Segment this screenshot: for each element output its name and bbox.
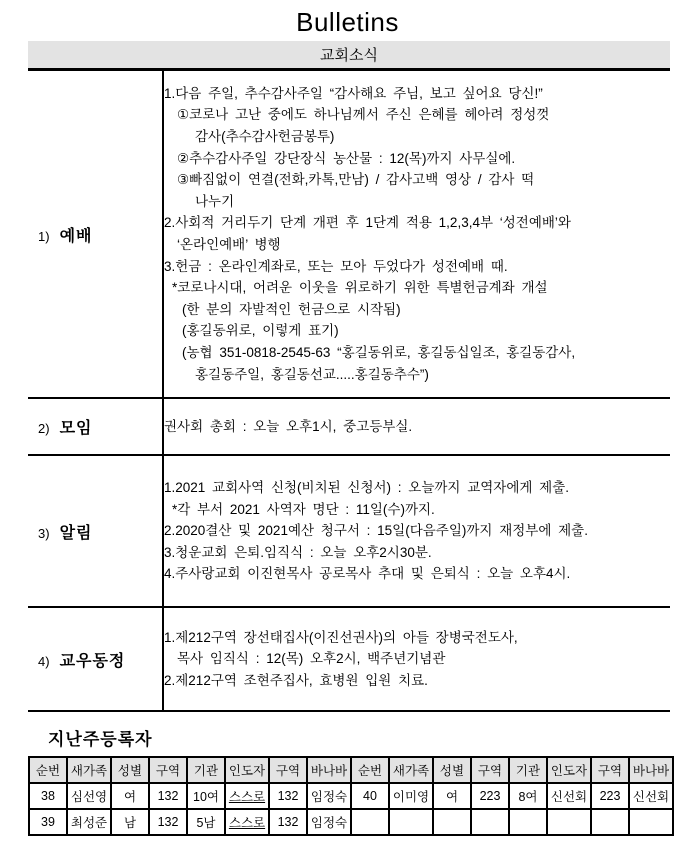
registrants-cell [509, 809, 547, 835]
content-line: ‘온라인예배’ 병행 [177, 237, 281, 252]
page-title: Bulletins [296, 7, 399, 37]
registrants-header-cell: 새가족 [389, 757, 433, 783]
content-line: 나누기 [195, 193, 235, 209]
section-row-교우동정 [28, 607, 670, 711]
registrants-header-cell: 성별 [111, 757, 149, 783]
underlined-value: 스스로 [228, 816, 266, 830]
registrants-cell: 여 [433, 783, 471, 809]
section-number: 4) [38, 653, 50, 669]
content-line: 홍길동주일, 홍길동선교.....홍길동추수”) [195, 366, 429, 382]
registrants-header-cell: 바나바 [307, 757, 351, 783]
content-line: 감사(추수감사헌금봉투) [195, 129, 335, 145]
registrants-header-cell: 인도자 [547, 757, 591, 783]
content-line: 2.2020결산 및 2021예산 청구서 : 15일(다음주일)까지 재정부에 제출. [164, 523, 588, 539]
registrants-cell: 132 [149, 809, 187, 835]
section-number: 1) [38, 228, 50, 244]
registrants-cell: 223 [591, 783, 629, 809]
registrants-cell [433, 809, 471, 835]
registrants-row [29, 783, 673, 809]
registrants-header-cell: 순번 [29, 757, 67, 783]
registrants-header-cell: 새가족 [67, 757, 111, 783]
content-line: 3.청운교회 은퇴.임직식 : 오늘 오후2시30분. [164, 544, 432, 560]
registrants-cell: 최성준 [67, 809, 111, 835]
section-label-cell [28, 398, 163, 455]
section-label [28, 520, 162, 543]
content-line: (한 분의 자발적인 헌금으로 시작됨) [182, 301, 401, 317]
registrants-cell: 8여 [509, 783, 547, 809]
registrants-header-cell: 구역 [269, 757, 307, 783]
notice-table [28, 71, 670, 712]
registrants-cell: 39 [29, 809, 67, 835]
registrants-cell: 132 [269, 809, 307, 835]
registrants-header-cell: 순번 [351, 757, 389, 783]
registrants-head [29, 757, 673, 783]
registrants-header-cell: 구역 [591, 757, 629, 783]
content-line: 2.사회적 거리두기 단계 개편 후 1단계 적용 1,2,3,4부 ‘성전예배’와 [164, 215, 571, 231]
content-line: *각 부서 2021 사역자 명단 : 11일(수)까지. [172, 501, 435, 517]
registrants-cell: 임정숙 [307, 809, 351, 835]
registrants-header-cell: 인도자 [225, 757, 269, 783]
section-label [28, 223, 162, 246]
registrants-header-cell: 기관 [187, 757, 225, 783]
section-content [163, 455, 670, 607]
registrants-cell: 132 [269, 783, 307, 809]
registrants-cell: 40 [351, 783, 389, 809]
registrants-cell [225, 809, 269, 835]
registrants-cell: 38 [29, 783, 67, 809]
registrants-cell [591, 809, 629, 835]
section-label-cell [28, 71, 163, 398]
registrants-header-row [29, 757, 673, 783]
section-label-cell [28, 607, 163, 711]
section-title: 알림 [59, 524, 93, 542]
section-content [163, 71, 670, 398]
registrants-cell: 심선영 [67, 783, 111, 809]
registrants-cell: 223 [471, 783, 509, 809]
content-line: 1.다음 주일, 추수감사주일 “감사해요 주님, 보고 싶어요 당신!” [164, 85, 543, 101]
section-content [163, 607, 670, 711]
banner-church-news: 교회소식 [28, 41, 670, 71]
content-line: 1.2021 교회사역 신청(비치된 신청서) : 오늘까지 교역자에게 제출. [164, 480, 569, 496]
content-line: 3.헌금 : 온라인계좌로, 또는 모아 두었다가 성전예배 때. [164, 258, 508, 274]
registrants-cell [547, 809, 591, 835]
content-line: *코로나시대, 어려운 이웃을 위로하기 위한 특별헌금계좌 개설 [172, 280, 548, 296]
section-label [28, 415, 162, 438]
registrants-cell [629, 809, 673, 835]
registrants-table [28, 756, 674, 836]
registrants-header-cell: 바나바 [629, 757, 673, 783]
section-title: 예배 [59, 227, 93, 245]
registrants-cell: 10여 [187, 783, 225, 809]
content-line: 4.주사랑교회 이진현목사 공로목사 추대 및 은퇴식 : 오늘 오후4시. [164, 566, 571, 582]
content-line: 권사회 총회 : 오늘 오후1시, 중고등부실. [164, 418, 413, 434]
section-content [163, 398, 670, 455]
registrants-header-cell: 기관 [509, 757, 547, 783]
registrants-body [29, 783, 673, 835]
registrants-cell: 여 [111, 783, 149, 809]
section-row-알림 [28, 455, 670, 607]
registrants-cell [225, 783, 269, 809]
registrants-cell: 임정숙 [307, 783, 351, 809]
underlined-value: 스스로 [228, 790, 266, 804]
section-title: 교우동정 [59, 652, 126, 670]
section-label [28, 648, 162, 671]
registrants-cell: 신선회 [629, 783, 673, 809]
registrants-cell: 남 [111, 809, 149, 835]
section-number: 3) [38, 525, 50, 541]
registrants-cell: 5남 [187, 809, 225, 835]
section-label-cell [28, 455, 163, 607]
content-line: (농협 351-0818-2545-63 “홍길동위로, 홍길동십일조, 홍길동감사, [182, 344, 576, 360]
registrants-cell: 신선회 [547, 783, 591, 809]
registrants-heading: 지난주등록자 [48, 730, 153, 749]
registrants-cell [471, 809, 509, 835]
section-row-예배 [28, 71, 670, 398]
section-number: 2) [38, 421, 50, 436]
registrants-header-cell: 성별 [433, 757, 471, 783]
content-line: ②추수감사주일 강단장식 농산물 : 12(목)까지 사무실에. [177, 150, 516, 166]
content-line: ③빠짐없이 연결(전화,카톡,만남) / 감사고백 영상 / 감사 떡 [177, 172, 535, 188]
registrants-cell [389, 809, 433, 835]
section-row-모임 [28, 398, 670, 455]
registrants-row [29, 809, 673, 835]
registrants-cell [351, 809, 389, 835]
content-line: 1.제212구역 장선태집사(이진선권사)의 아들 장병국전도사, [164, 629, 518, 645]
registrants-header-cell: 구역 [149, 757, 187, 783]
registrants-header-cell: 구역 [471, 757, 509, 783]
content-line: 2.제212구역 조현주집사, 효병원 입원 치료. [164, 672, 428, 688]
section-title: 모임 [59, 420, 93, 437]
content-line: 목사 임직식 : 12(목) 오후2시, 백주년기념관 [177, 651, 446, 667]
registrants-cell: 132 [149, 783, 187, 809]
notice-table-body [28, 71, 670, 711]
content-line: (홍길동위로, 이렇게 표기) [182, 323, 339, 339]
content-line: ①코로나 고난 중에도 하나님께서 주신 은혜를 헤아려 정성껏 [177, 107, 550, 123]
registrants-cell: 이미영 [389, 783, 433, 809]
